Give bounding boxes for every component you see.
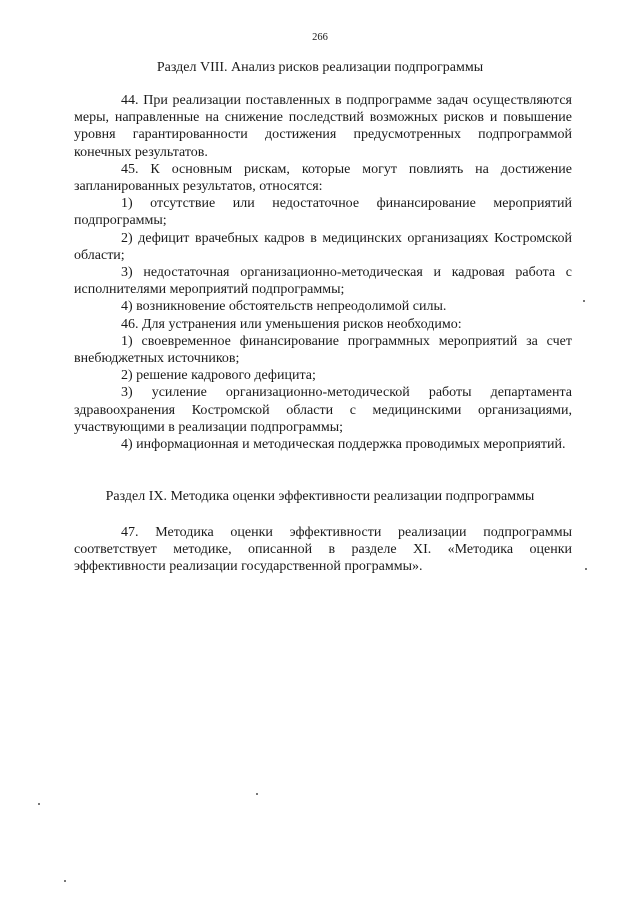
section-8-heading: Раздел VIII. Анализ рисков реализации подпрограммы bbox=[156, 60, 484, 75]
risk-item-1: 1) отсутствие или недостаточное финансирование мероприятий подпрограммы; bbox=[74, 196, 572, 229]
measure-item-4: 4) информационная и методическая поддержка проводимых мероприятий. bbox=[121, 437, 566, 453]
paragraph-45: 45. К основным рискам, которые могут повлиять на достижение запланированных результатов, относятся: bbox=[74, 161, 572, 195]
section-9-heading: Раздел IX. Методика оценки эффективности реализации подпрограммы bbox=[105, 489, 535, 504]
paragraph-46: 46. Для устранения или уменьшения рисков необходимо: bbox=[121, 316, 462, 332]
measure-item-2: 2) решение кадрового дефицита; bbox=[121, 368, 316, 384]
risk-item-3: 3) недостаточная организационно-методическая и кадровая работа с исполнителями мероприятий подпрограммы; bbox=[74, 265, 572, 298]
risk-item-2: 2) дефицит врачебных кадров в медицинских организациях Костромской области; bbox=[74, 230, 572, 263]
scan-speck bbox=[256, 793, 258, 795]
scan-speck bbox=[64, 880, 66, 882]
section-8-body bbox=[74, 92, 572, 453]
paragraph-47: 47. Методика оценки эффективности реализации подпрограммы соответствует методике, описанной в разделе XI. «Методика оценки эффективности реализации государственной программы». bbox=[74, 525, 572, 575]
page-number: 266 bbox=[312, 32, 328, 43]
measure-item-1: 1) своевременное финансирование программных мероприятий за счет внебюджетных источников; bbox=[74, 333, 572, 367]
section-9-body bbox=[74, 524, 572, 576]
measure-item-3: 3) усиление организационно-методической работы департамента здравоохранения Костромской области с медицинскими организациями, участвующими в реализации подпрограммы; bbox=[74, 385, 572, 435]
scan-speck bbox=[585, 568, 587, 570]
paragraph-44: 44. При реализации поставленных в подпрограмме задач осуществляются меры, направленные на снижение последствий возможных рисков и повышение уровня гарантированности достижения предусмотренных подпрограммой конечных результатов. bbox=[74, 93, 572, 160]
risk-item-4: 4) возникновение обстоятельств непреодолимой силы. bbox=[121, 299, 447, 315]
scan-speck bbox=[38, 803, 40, 805]
scan-speck bbox=[583, 300, 585, 302]
